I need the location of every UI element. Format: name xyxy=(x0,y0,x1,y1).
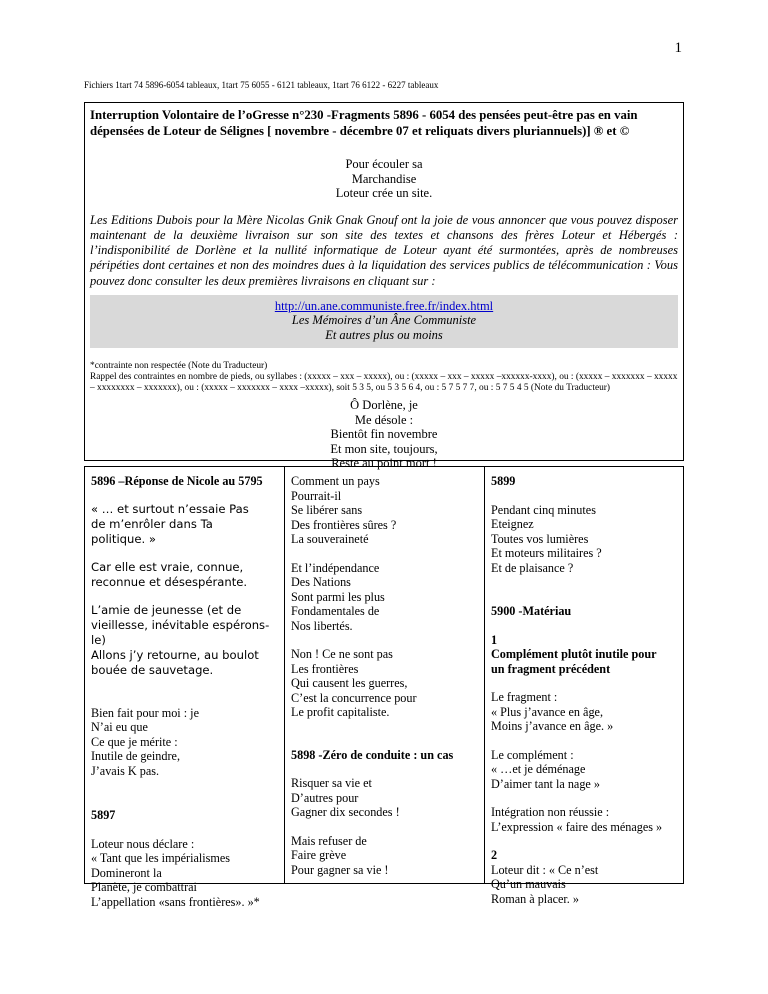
site-title: Les Mémoires d’un Âne Communiste xyxy=(291,313,477,328)
poem-line: Et de plaisance ? xyxy=(491,560,574,575)
poem-line: Gagner dix secondes ! xyxy=(291,805,400,819)
poem xyxy=(491,863,677,907)
poem-line: Sont parmi les plus xyxy=(291,589,385,604)
translator-notes xyxy=(90,361,678,394)
poem-line: Inutile de geindre, xyxy=(91,749,181,763)
text-line: vieillesse, inévitable espérons- xyxy=(91,617,270,632)
poem-line: Pour gagner sa vie ! xyxy=(291,862,389,877)
text-line: L’amie de jeunesse (et de xyxy=(91,602,242,617)
poem-line: Me désole : xyxy=(354,412,414,427)
text-line: Moins j’avance en âge. » xyxy=(491,719,614,733)
poem-line: Ô Dorlène, je xyxy=(350,398,418,413)
poem-line: Loteur nous déclare : xyxy=(91,836,195,851)
quote-line: de m’enrôler dans Ta xyxy=(91,516,213,531)
poem-line: C’est la concurrence pour xyxy=(291,690,417,705)
poem-line: Toutes vos lumières xyxy=(491,531,589,546)
poem-line: Et mon site, toujours, xyxy=(330,441,438,456)
title-line: Complément plutôt inutile pour xyxy=(491,647,657,661)
title-line: un fragment précédent xyxy=(491,661,611,676)
poem-line: Nos libertés. xyxy=(291,618,353,633)
poem-line: Marchandise xyxy=(351,171,417,186)
poem xyxy=(291,561,478,634)
poem-line: Les frontières xyxy=(291,661,359,676)
site-subtitle: Et autres plus ou moins xyxy=(325,327,443,342)
subsection-number: 1 xyxy=(491,632,498,647)
text-line: « …et je déménage xyxy=(491,762,586,776)
poem-line: Pendant cinq minutes xyxy=(491,502,596,517)
text-line: L’expression « faire des ménages » xyxy=(491,819,663,834)
poem xyxy=(291,834,478,878)
poem-line: D’autres pour xyxy=(291,790,359,805)
text-line: bouée de sauvetage. xyxy=(91,662,214,677)
paragraph xyxy=(91,603,278,678)
poem-line: Pour écouler sa xyxy=(345,157,423,171)
poem-line: Mais refuser de xyxy=(291,833,367,848)
text-line: Le complément : xyxy=(491,747,574,762)
complement-text xyxy=(491,748,677,792)
poem-line: « Tant que les impérialismes xyxy=(91,851,231,865)
note-constraint: *contrainte non respectée (Note du Traducteur) xyxy=(90,361,268,372)
fragment-5896-heading: 5896 –Réponse de Nicole au 5795 xyxy=(91,474,263,488)
fragment-5900-heading: 5900 -Matériau xyxy=(491,604,572,618)
poem xyxy=(91,837,278,910)
poem-line: Reste au point mort ! xyxy=(331,456,437,471)
poem-line: Qui causent les guerres, xyxy=(291,676,408,690)
site-link[interactable]: http://un.ane.communiste.free.fr/index.html xyxy=(274,298,494,313)
poem-line: Loteur crée un site. xyxy=(335,186,433,200)
poem-line: Ce que je mérite : xyxy=(91,734,178,749)
poem-line: Pourrait-il xyxy=(291,488,342,503)
nicole-quote xyxy=(91,502,278,547)
subsection-number: 2 xyxy=(491,848,498,862)
poem-line: L’appellation «sans frontières». »* xyxy=(91,894,260,909)
poem xyxy=(291,776,478,820)
page-number: 1 xyxy=(674,40,682,56)
poem-line: Loteur dit : « Ce n’est xyxy=(491,862,599,877)
text-line: Car elle est vraie, connue, xyxy=(91,559,244,574)
text-line: Intégration non réussie : xyxy=(491,805,610,819)
poem-line: Comment un pays xyxy=(291,474,380,488)
fragment-5897-heading: 5897 xyxy=(91,808,116,822)
poem-site xyxy=(90,157,678,201)
poem-line: Non ! Ce ne sont pas xyxy=(291,647,393,661)
text-line: Le fragment : xyxy=(491,690,558,704)
integration-text xyxy=(491,805,677,834)
file-list-line: Fichiers 1tart 74 5896-6054 tableaux, 1tart 75 6055 - 6121 tableaux, 1tart 76 6122 - 6227 tableaux xyxy=(84,80,439,90)
poem-line: Fondamentales de xyxy=(291,604,380,618)
poem xyxy=(291,474,478,547)
poem-line: Des frontières sûres ? xyxy=(291,517,397,532)
column-right xyxy=(485,467,683,906)
text-line: le) xyxy=(91,632,106,647)
fragment-5898-heading: 5898 -Zéro de conduite : un cas xyxy=(291,747,454,762)
fragment-text xyxy=(491,690,677,734)
poem-line: N’ai eu que xyxy=(91,720,148,734)
quote-line: « … et surtout n’essaie Pas xyxy=(91,501,249,516)
poem-line: La souveraineté xyxy=(291,532,369,546)
poem-line: Et moteurs militaires ? xyxy=(491,546,602,560)
subsection-title xyxy=(491,647,677,676)
fragments-table xyxy=(84,466,684,909)
text-line: « Plus j’avance en âge, xyxy=(491,704,604,719)
text-line: D’aimer tant la nage » xyxy=(491,776,600,791)
poem-line: Roman à placer. » xyxy=(491,891,579,906)
poem-line: J’avais K pas. xyxy=(91,763,160,778)
link-box xyxy=(90,295,678,349)
paragraph xyxy=(91,560,278,590)
quote-line: politique. » xyxy=(91,531,156,546)
poem-dorlene xyxy=(90,398,678,471)
poem-line: Et l’indépendance xyxy=(291,560,380,575)
column-middle xyxy=(285,467,485,883)
poem-line: Domineront la xyxy=(91,865,162,880)
poem-line: Risquer sa vie et xyxy=(291,776,372,790)
poem-line: Faire grève xyxy=(291,848,347,862)
column-left xyxy=(85,467,285,909)
poem-line: Des Nations xyxy=(291,575,351,589)
poem xyxy=(291,647,478,720)
poem xyxy=(491,503,677,576)
intro-paragraph: Les Editions Dubois pour la Mère Nicolas Gnik Gnak Gnouf ont la joie de vous annoncer que vous pouvez disposer maintenant de la deuxième livraison sur son site des textes et chansons des frères Loteur et Hébergés : l’indisponibilité de Dorlène et la nullité informatique de Loteur ayant été surmontées, après de nombreuses péripéties dont certaines et non des moindres dues à la liquidation des services publics de télécommunication : Vous pouvez donc consulter les deux premières livraisons en cliquant sur : xyxy=(90,212,678,288)
text-line: reconnue et désespérante. xyxy=(91,574,248,589)
poem-line: Qu’un mauvais xyxy=(491,877,566,891)
poem-line: Bien fait pour moi : je xyxy=(91,705,199,720)
poem xyxy=(91,706,278,779)
poem-line: Le profit capitaliste. xyxy=(291,705,390,719)
poem-line: Planète, je combattrai xyxy=(91,880,197,894)
poem-line: Bientôt fin novembre xyxy=(330,427,438,442)
issue-title: Interruption Volontaire de l’oGresse n°230 -Fragments 5896 - 6054 des pensées peut-être pas en vain dépensées de Loteur de Sélignes [ novembre - décembre 07 et reliquats divers pluriannuels)] ® et © xyxy=(90,108,638,138)
poem-line: Eteignez xyxy=(491,517,534,531)
header-box xyxy=(84,102,684,471)
fragment-5899-heading: 5899 xyxy=(491,474,516,488)
note-syllables: Rappel des contraintes en nombre de pieds, ou syllabes : (xxxxx – xxx – xxxxx), ou : (xxxxx – xxx – xxxxx –xxxxxx-xxxx), ou : (xxxxx – xxxxxxx – xxxxx – xxxxxxxx – xxxxxxx), ou : (xxxxx – xxxxxxx – xxxx –xxxxx), soit 5 3 5, ou 5 3 5 6 4, ou : 5 7 5 7 7, ou : 5 7 5 4 5 (Note du Traducteur) xyxy=(90,372,678,394)
poem-line: Se libérer sans xyxy=(291,503,363,517)
text-line: Allons j’y retourne, au boulot xyxy=(91,647,259,662)
